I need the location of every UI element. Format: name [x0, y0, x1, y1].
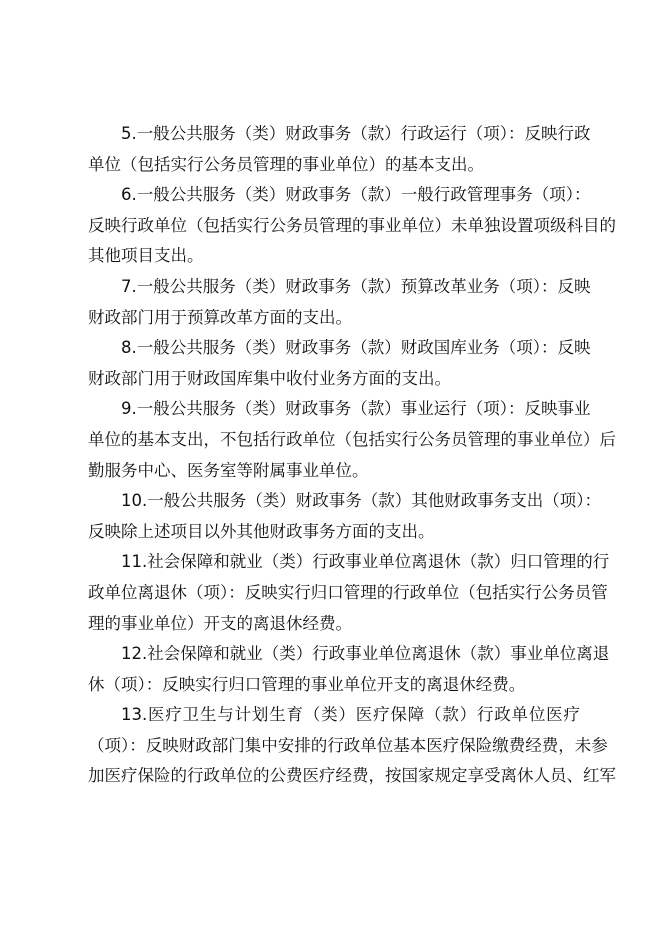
text-line: 7.一般公共服务（类）财政事务（款）预算改革业务（项）：反映 — [121, 276, 591, 296]
text-line: 政单位离退休（项）：反映实行归口管理的行政单位（包括实行公务员管 — [88, 582, 608, 602]
text-line: 财政部门用于财政国库集中收付业务方面的支出。 — [88, 368, 451, 388]
text-line: 5.一般公共服务（类）财政事务（款）行政运行（项）：反映行政 — [121, 124, 591, 143]
text-line: 13.医疗卫生与计划生育（类）医疗保障（款）行政单位医疗 — [121, 705, 580, 725]
text-line: 反映除上述项目以外其他财政事务方面的支出。 — [88, 521, 435, 541]
text-line: 加医疗保险的行政单位的公费医疗经费，按国家规定享受离休人员、红军 — [88, 766, 616, 786]
text-line: 11.社会保障和就业（类）行政事业单位离退休（款）归口管理的行 — [121, 552, 610, 572]
text-line: 12.社会保障和就业（类）行政事业单位离退休（款）事业单位离退 — [121, 644, 610, 664]
paragraph — [88, 119, 591, 180]
text-line: 其他项目支出。 — [88, 246, 204, 266]
text-line: 单位的基本支出，不包括行政单位（包括实行公务员管理的事业单位）后 — [88, 429, 616, 449]
paragraph — [88, 486, 601, 547]
text-line: 反映行政单位（包括实行公务员管理的事业单位）未单独设置项级科目的 — [88, 215, 616, 235]
text-line: 9.一般公共服务（类）财政事务（款）事业运行（项）：反映事业 — [121, 399, 591, 419]
text-line: 8.一般公共服务（类）财政事务（款）财政国库业务（项）：反映 — [121, 338, 591, 358]
paragraph — [88, 639, 610, 700]
text-line: 休（项）：反映实行归口管理的事业单位开支的离退休经费。 — [88, 674, 526, 694]
paragraph — [88, 272, 591, 333]
paragraph — [88, 394, 616, 486]
paragraph — [88, 700, 616, 792]
text-line: （项）：反映财政部门集中安排的行政单位基本医疗保险缴费经费，未参 — [88, 735, 608, 755]
text-line: 财政部门用于预算改革方面的支出。 — [88, 307, 352, 327]
paragraph — [88, 180, 616, 272]
text-line: 6.一般公共服务（类）财政事务（款）一般行政管理事务（项）： — [121, 185, 591, 205]
paragraph — [88, 333, 591, 394]
paragraph — [88, 547, 610, 639]
text-line: 理的事业单位）开支的离退休经费。 — [88, 613, 352, 633]
document-body — [88, 119, 616, 792]
text-line: 10.一般公共服务（类）财政事务（款）其他财政事务支出（项）： — [121, 491, 601, 511]
text-line: 勤服务中心、医务室等附属事业单位。 — [88, 460, 369, 480]
text-line: 单位（包括实行公务员管理的事业单位）的基本支出。 — [88, 154, 484, 174]
